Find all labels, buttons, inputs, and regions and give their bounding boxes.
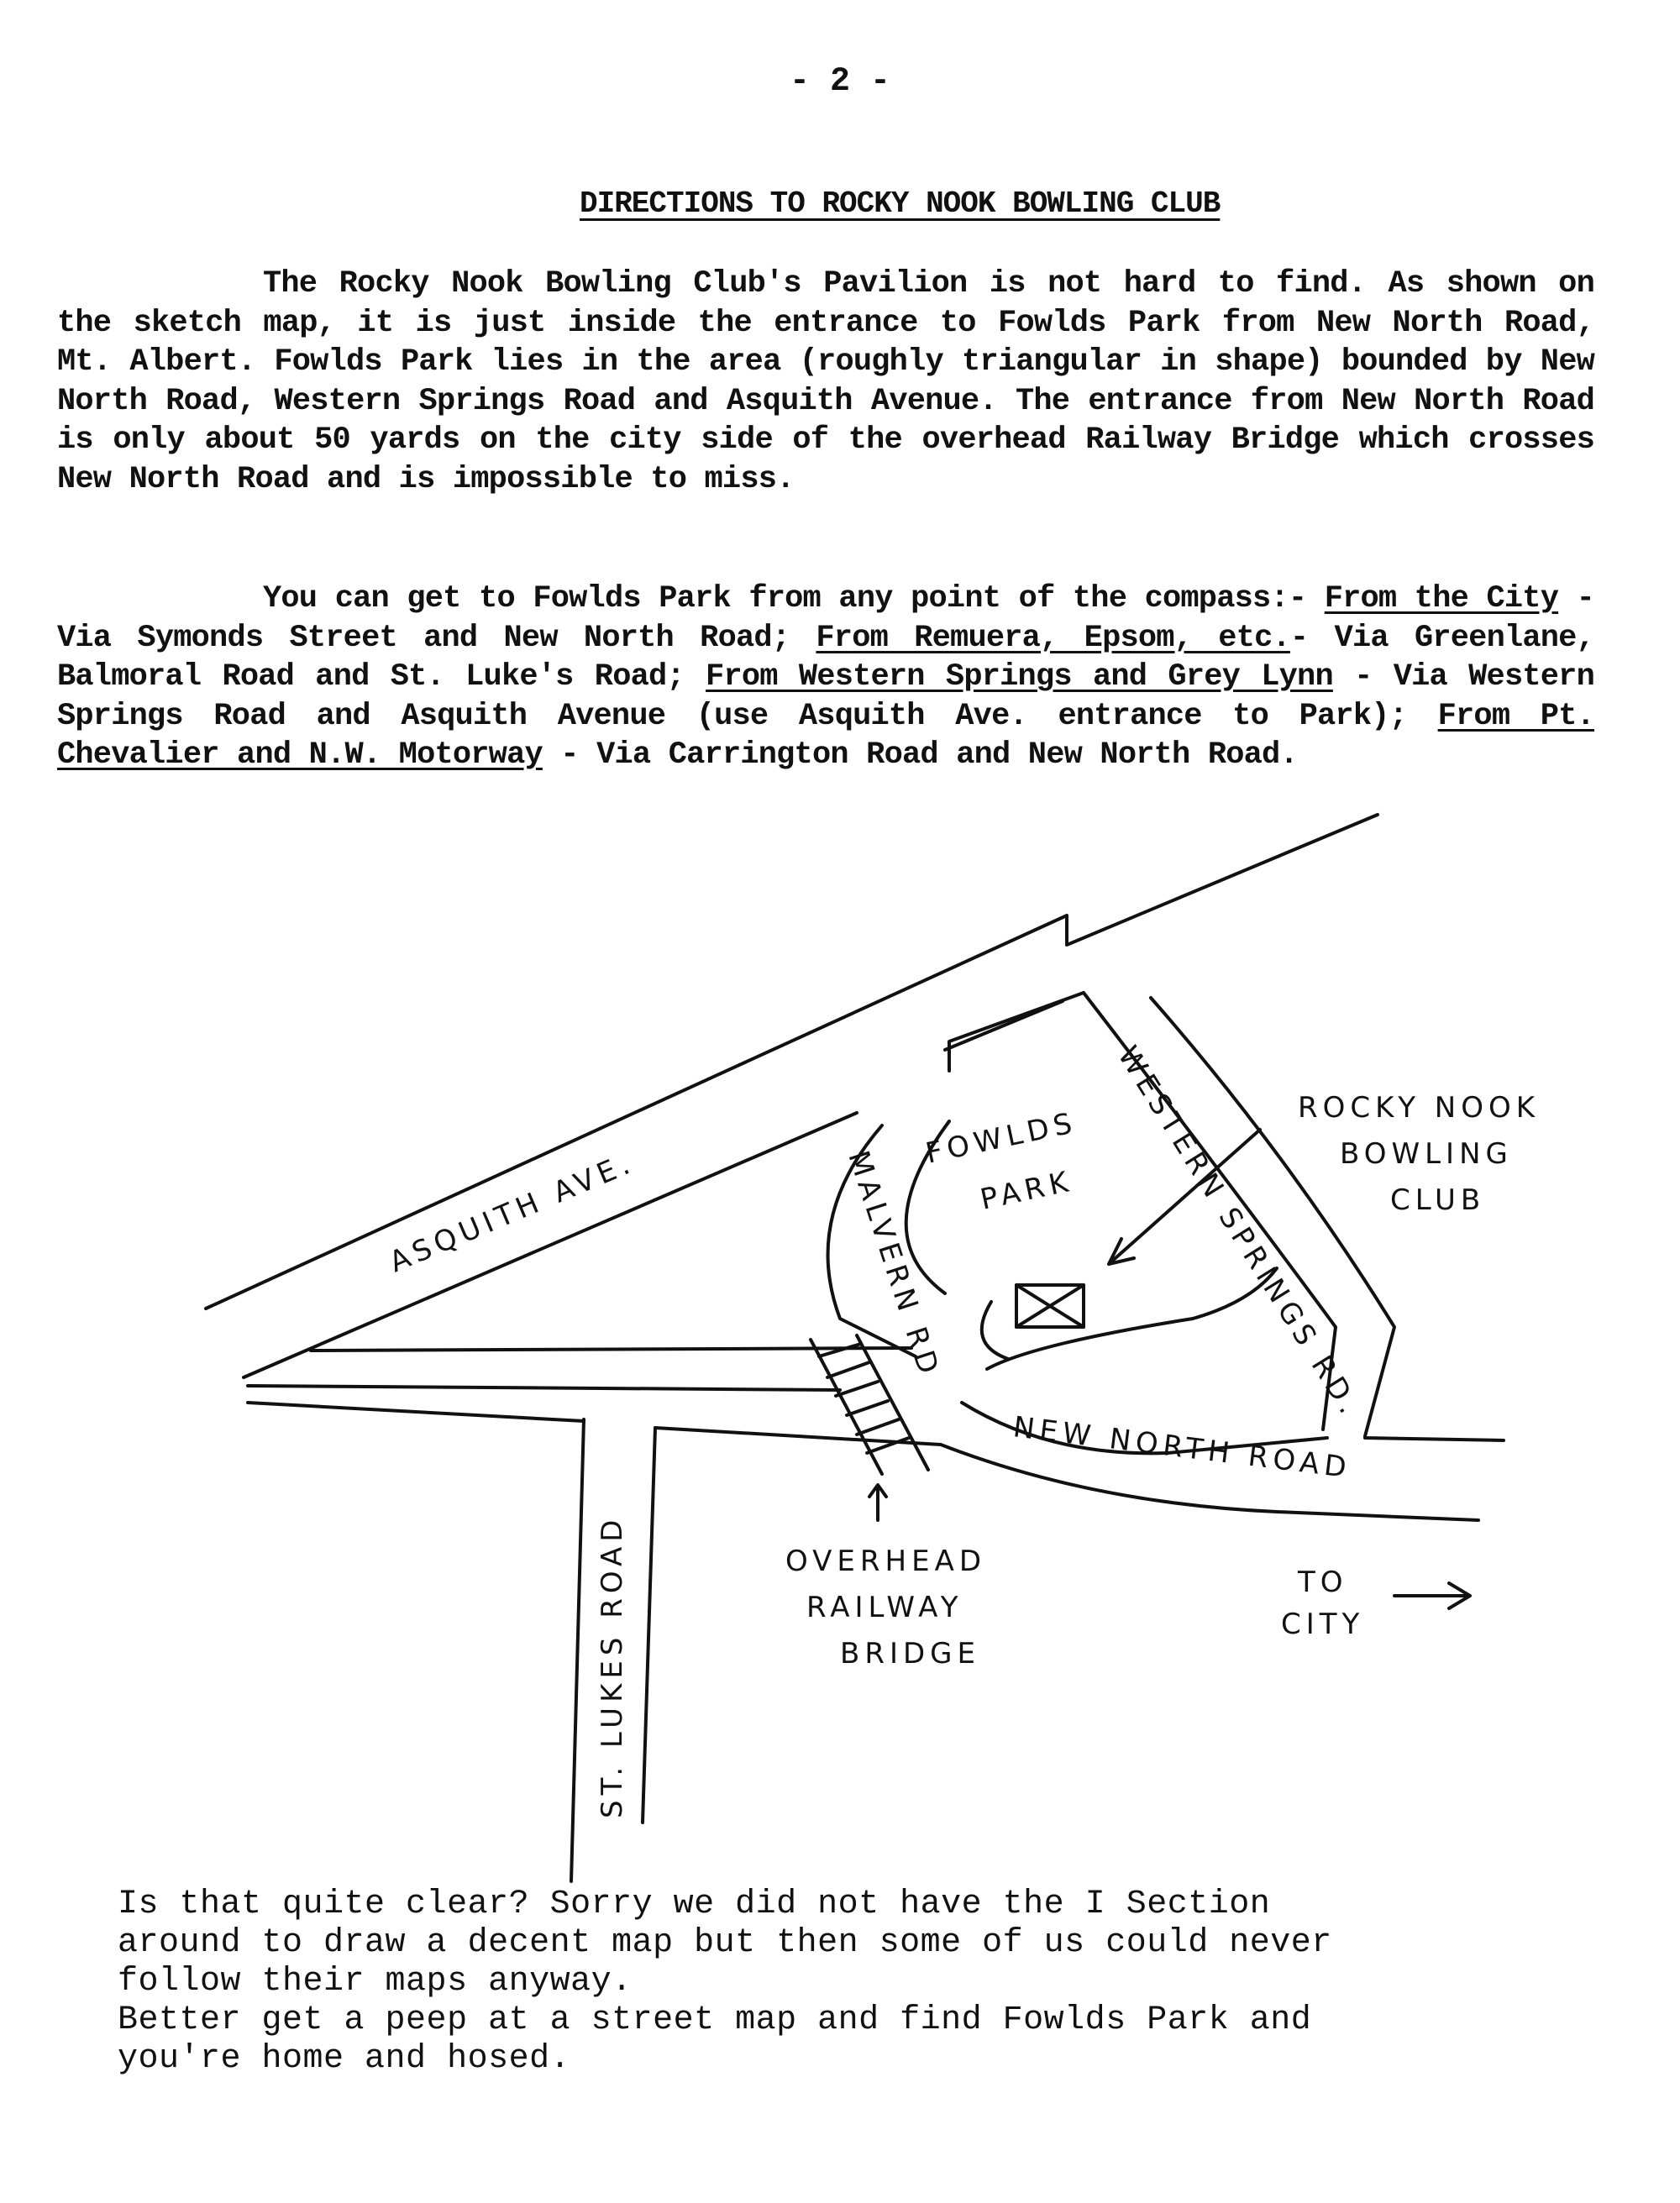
bridge-label-2: RAILWAY bbox=[806, 1591, 963, 1624]
closing-note bbox=[118, 1886, 1596, 2079]
bridge-label-3: BRIDGE bbox=[840, 1637, 980, 1671]
bridge-label-1: OVERHEAD bbox=[785, 1545, 987, 1578]
sketch-map bbox=[0, 798, 1680, 1890]
new-north-road-north-edge bbox=[248, 1386, 840, 1390]
city-arrow bbox=[1394, 1583, 1470, 1608]
club-label-1: ROCKY NOOK bbox=[1298, 1091, 1541, 1125]
club-pavilion-cross bbox=[1016, 1285, 1084, 1327]
bridge-pointer-arrow bbox=[869, 1485, 886, 1520]
club-label-2: BOWLING bbox=[1340, 1137, 1513, 1171]
route-via-remuera: - Via Greenlane, Balmoral Road and St. Luke's Road; bbox=[57, 620, 1594, 695]
st-lukes-road-label: ST. LUKES ROAD bbox=[596, 1514, 629, 1818]
park-inner-road bbox=[982, 1302, 1008, 1359]
intro-paragraph-text: The Rocky Nook Bowling Club's Pavilion is not hard to find. As shown on the sketch map, it is just inside the entrance to Fowlds Park from New North Road, Mt. Albert. Fowlds Park lies in the area (roughly triangular in shape) bounded by New North Road, Western Springs Road and Asquith Avenue. The entrance from New North Road is only about 50 yards on the city side of the overhead Railway Bridge which crosses New North Road and is impossible to miss. bbox=[57, 266, 1594, 497]
intro-paragraph bbox=[57, 265, 1594, 499]
asquith-ave-north-edge bbox=[206, 815, 1378, 1309]
route-via-western-springs: - Via Western Springs Road and Asquith Avenue (use Asquith Ave. entrance to Park); bbox=[57, 659, 1594, 734]
st-lukes-west-edge bbox=[571, 1419, 584, 1881]
fowlds-park-label-2: PARK bbox=[977, 1164, 1076, 1217]
malvern-rd-label: MALVERN RD bbox=[841, 1146, 947, 1383]
closing-line: Better get a peep at a street map and find Fowlds Park and bbox=[118, 2001, 1312, 2039]
park-boundary bbox=[949, 993, 1084, 1071]
to-city-label-1: TO bbox=[1298, 1566, 1348, 1599]
asquith-inner-line bbox=[311, 1348, 911, 1351]
page-title: DIRECTIONS TO ROCKY NOOK BOWLING CLUB bbox=[580, 186, 1221, 221]
directions-paragraph bbox=[57, 580, 1594, 775]
closing-line: around to draw a decent map but then some of us could never bbox=[118, 1924, 1332, 1962]
club-label-3: CLUB bbox=[1390, 1183, 1486, 1217]
closing-line: Is that quite clear? Sorry we did not have the I Section bbox=[118, 1886, 1271, 1923]
new-north-road-south-edge bbox=[248, 1403, 584, 1421]
new-north-road-north-edge-east bbox=[1365, 1438, 1504, 1440]
page-number: - 2 - bbox=[790, 63, 891, 101]
new-north-road-label: NEW NORTH ROAD bbox=[1011, 1410, 1353, 1486]
route-from-western-springs: From Western Springs and Grey Lynn bbox=[706, 659, 1333, 695]
route-from-city: From the City bbox=[1324, 581, 1559, 616]
fowlds-park-label-1: FOWLDS bbox=[922, 1105, 1080, 1171]
route-via-pt-chevalier: - Via Carrington Road and New North Road. bbox=[542, 737, 1298, 773]
st-lukes-east-edge bbox=[643, 1428, 655, 1823]
closing-line: you're home and hosed. bbox=[118, 2040, 571, 2078]
route-from-remuera: From Remuera, Epsom, etc. bbox=[816, 620, 1290, 656]
route-from-pt-chevalier: From Pt. Chevalier and N.W. Motorway bbox=[57, 698, 1594, 773]
directions-intro: You can get to Fowlds Park from any point of the compass:- bbox=[263, 581, 1325, 616]
western-springs-label: WESTERN SPRINGS RD. bbox=[1110, 1040, 1368, 1424]
closing-line: follow their maps anyway. bbox=[118, 1963, 633, 2001]
asquith-ave-label: ASQUITH AVE. bbox=[384, 1146, 639, 1280]
route-via-city: - Via Symonds Street and New North Road; bbox=[57, 581, 1594, 656]
western-springs-east-edge bbox=[1151, 998, 1394, 1436]
to-city-label-2: CITY bbox=[1281, 1608, 1365, 1641]
